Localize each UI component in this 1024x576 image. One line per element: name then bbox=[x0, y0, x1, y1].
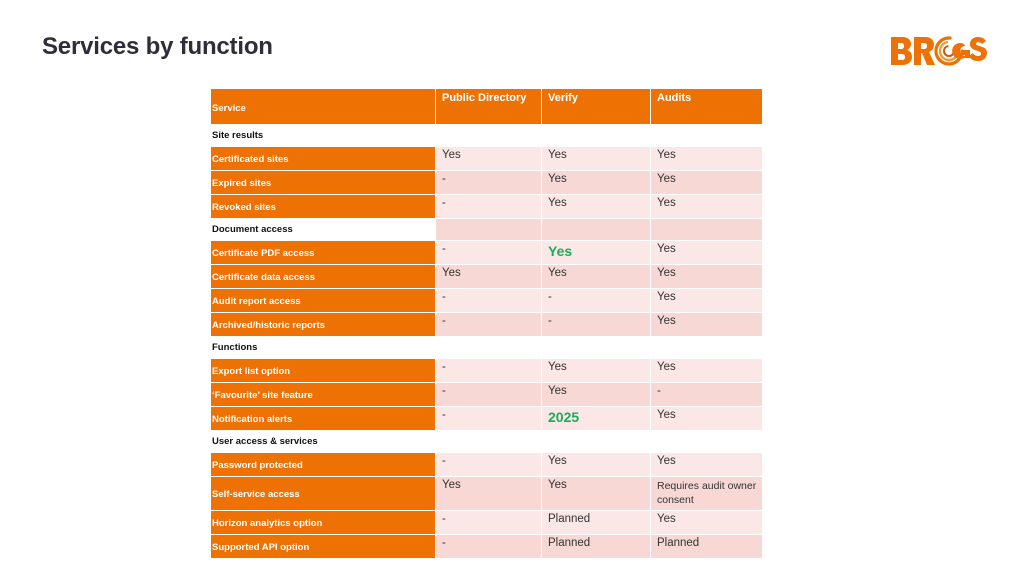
section-heading: User access & services bbox=[211, 431, 763, 453]
row-label: ‘Favourite’ site feature bbox=[211, 383, 436, 407]
brcgs-logo-mark bbox=[888, 35, 988, 69]
cell-audits: Yes bbox=[651, 453, 763, 477]
cell-public-directory: Yes bbox=[436, 147, 542, 171]
row-label: Audit report access bbox=[211, 289, 436, 313]
row-label: Export list option bbox=[211, 359, 436, 383]
cell-audits: Yes bbox=[651, 289, 763, 313]
cell-verify: Yes bbox=[542, 195, 651, 219]
cell-public-directory: - bbox=[436, 171, 542, 195]
row-label: Revoked sites bbox=[211, 195, 436, 219]
table-row bbox=[211, 171, 763, 195]
table-row bbox=[211, 241, 763, 265]
section-user-access bbox=[211, 431, 763, 453]
highlight-value: 2025 bbox=[548, 409, 580, 425]
row-label: Certificated sites bbox=[211, 147, 436, 171]
cell-public-directory: - bbox=[436, 511, 542, 535]
table-row bbox=[211, 477, 763, 511]
table-header-row bbox=[211, 89, 763, 125]
cell-audits: - bbox=[651, 383, 763, 407]
section-document-access bbox=[211, 219, 763, 241]
blank-cell bbox=[542, 219, 651, 241]
cell-public-directory: Yes bbox=[436, 477, 542, 511]
cell-audits: Yes bbox=[651, 359, 763, 383]
section-heading: Document access bbox=[211, 219, 436, 241]
cell-audits: Yes bbox=[651, 147, 763, 171]
cell-verify: Yes bbox=[542, 383, 651, 407]
section-functions bbox=[211, 337, 763, 359]
cell-audits: Yes bbox=[651, 313, 763, 337]
cell-audits: Yes bbox=[651, 511, 763, 535]
row-label: Self-service access bbox=[211, 477, 436, 511]
cell-verify: - bbox=[542, 289, 651, 313]
cell-verify: Planned bbox=[542, 535, 651, 559]
table-row bbox=[211, 511, 763, 535]
cell-public-directory: - bbox=[436, 359, 542, 383]
blank-cell bbox=[436, 219, 542, 241]
cell-verify: Yes bbox=[542, 265, 651, 289]
section-heading: Site results bbox=[211, 125, 763, 147]
row-label: Password protected bbox=[211, 453, 436, 477]
cell-public-directory: - bbox=[436, 195, 542, 219]
table-row bbox=[211, 265, 763, 289]
table-row bbox=[211, 407, 763, 431]
cell-verify: Yes bbox=[542, 453, 651, 477]
cell-public-directory: - bbox=[436, 383, 542, 407]
row-label: Supported API option bbox=[211, 535, 436, 559]
cell-audits bbox=[651, 477, 763, 511]
table-row bbox=[211, 289, 763, 313]
brcgs-logo bbox=[888, 35, 988, 69]
cell-public-directory: - bbox=[436, 453, 542, 477]
table-row bbox=[211, 313, 763, 337]
row-label: Certificate PDF access bbox=[211, 241, 436, 265]
header-audits: Audits bbox=[651, 89, 763, 125]
cell-verify: Yes bbox=[542, 359, 651, 383]
header-service: Service bbox=[211, 89, 436, 125]
services-table bbox=[210, 88, 763, 559]
cell-public-directory: Yes bbox=[436, 265, 542, 289]
cell-public-directory: - bbox=[436, 313, 542, 337]
cell-audits: Yes bbox=[651, 195, 763, 219]
cell-public-directory: - bbox=[436, 289, 542, 313]
cell-audits: Yes bbox=[651, 265, 763, 289]
section-site-results bbox=[211, 125, 763, 147]
cell-verify: Yes bbox=[542, 171, 651, 195]
cell-verify bbox=[542, 407, 651, 431]
cell-audits: Yes bbox=[651, 407, 763, 431]
page-title: Services by function bbox=[42, 33, 273, 60]
cell-verify: Planned bbox=[542, 511, 651, 535]
row-label: Notification alerts bbox=[211, 407, 436, 431]
cell-public-directory: - bbox=[436, 535, 542, 559]
cell-audits: Planned bbox=[651, 535, 763, 559]
cell-public-directory: - bbox=[436, 407, 542, 431]
row-label: Certificate data access bbox=[211, 265, 436, 289]
cell-verify bbox=[542, 241, 651, 265]
row-label: Horizon analytics option bbox=[211, 511, 436, 535]
cell-public-directory: - bbox=[436, 241, 542, 265]
row-label: Archived/historic reports bbox=[211, 313, 436, 337]
table-row bbox=[211, 359, 763, 383]
row-label: Expired sites bbox=[211, 171, 436, 195]
cell-audits: Yes bbox=[651, 171, 763, 195]
cell-verify: - bbox=[542, 313, 651, 337]
cell-audits: Yes bbox=[651, 241, 763, 265]
table-row bbox=[211, 535, 763, 559]
cell-verify: Yes bbox=[542, 147, 651, 171]
header-verify: Verify bbox=[542, 89, 651, 125]
table-row bbox=[211, 195, 763, 219]
section-heading: Functions bbox=[211, 337, 763, 359]
cell-verify: Yes bbox=[542, 477, 651, 511]
table-row bbox=[211, 453, 763, 477]
cell-audits-text: Requires audit owner consent bbox=[657, 480, 757, 506]
header-public-directory: Public Directory bbox=[436, 89, 542, 125]
table-row bbox=[211, 147, 763, 171]
highlight-value: Yes bbox=[548, 243, 573, 259]
blank-cell bbox=[651, 219, 763, 241]
table-row bbox=[211, 383, 763, 407]
